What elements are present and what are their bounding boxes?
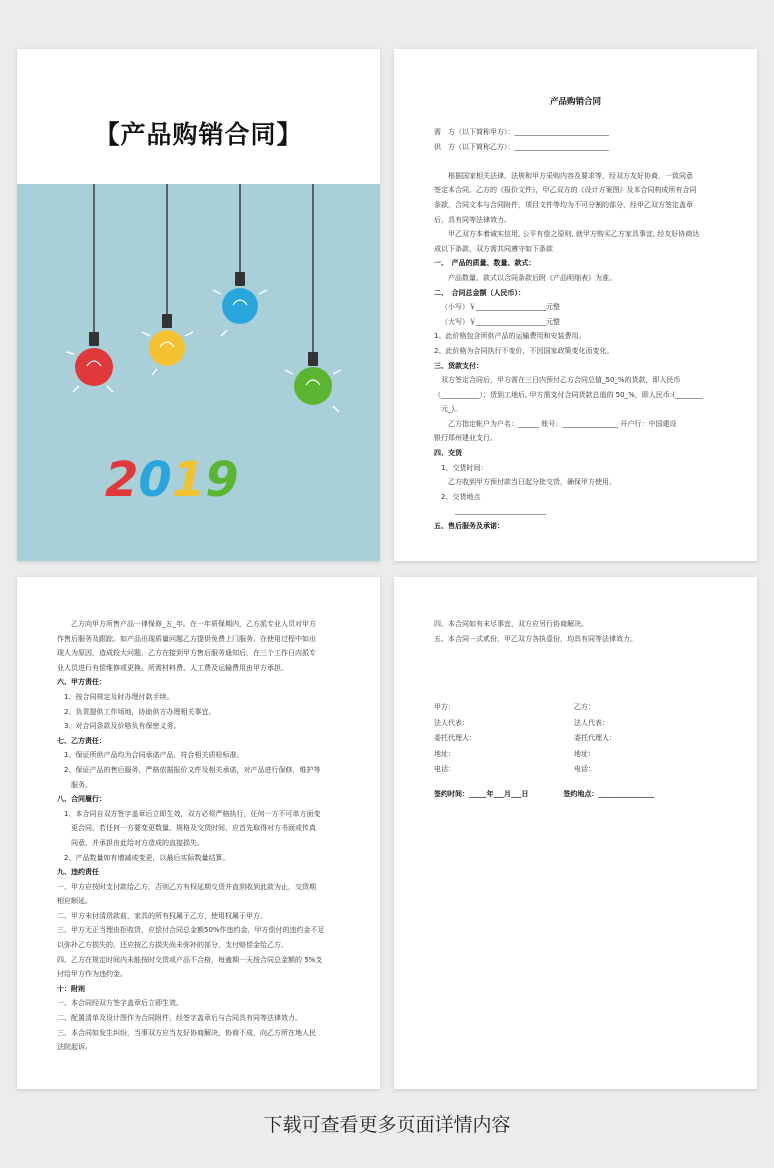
contract-page-3 xyxy=(394,577,757,1089)
party-a-fields xyxy=(434,700,574,778)
contract-line: （小写）￥____________________元整 xyxy=(441,303,560,312)
contract-line: 甲乙双方本着诚实信用, 公平有偿之原则, 就甲方购买乙方家具事宜, 经友好协商达 xyxy=(448,230,700,239)
contract-line: 乙方收到甲方预付款当日起分批交货，确保甲方使用。 xyxy=(448,478,616,487)
cover-title: 【产品购销合同】 xyxy=(94,120,303,149)
contract-line: 条款，合同文本与合同附件，项目文件等均为不可分割的部分，经甲乙双方签定盖章 xyxy=(434,200,693,209)
contract-line: 2、保证产品的售后服务，严格依据报价文件及相关承诺，对产品进行保修，维护等 xyxy=(64,765,321,774)
contract-line: 法院起诉。 xyxy=(57,1043,92,1052)
signature-field-label: 委托代理人： xyxy=(574,734,616,742)
footer-download-hint: 下载可查看更多页面详情内容 xyxy=(263,1114,511,1136)
contract-line: 后，具有同等法律效力。 xyxy=(434,215,511,224)
signature-field-label: 电话： xyxy=(574,765,595,773)
contract-line: 2、负责提供工作场地，协助供方办理相关事宜。 xyxy=(64,707,216,716)
contract-line: 更合同，若任何一方要变更数量、规格及交货时间，应首先取得对方书面或传真 xyxy=(71,824,316,833)
signature-field-label: 甲方： xyxy=(434,703,455,711)
contract-line: 乙方向甲方所售产品一律保修_五_年。在一年质保期内，乙方派专业人员对甲方 xyxy=(71,620,316,628)
contract-line: 二、 合同总金额（人民币）： xyxy=(434,288,525,297)
cover-page xyxy=(17,49,380,561)
contract-line xyxy=(434,154,717,169)
signing-info xyxy=(434,789,654,799)
party-b-fields xyxy=(574,700,714,778)
contract-line: 现人为原因，造成较大问题，乙方在接到甲方售后服务通知后，在三个工作日内派专 xyxy=(57,649,316,658)
contract-line: 同意，并承担由此给对方造成的直接损失。 xyxy=(71,838,204,847)
contract-line: 1、按合同规定及时办理付款手续。 xyxy=(64,692,174,701)
contract-line: 1、交货时间： xyxy=(441,463,488,472)
cover-illustration xyxy=(17,184,380,561)
contract-line: 供 方（以下简称乙方）：___________________________ xyxy=(434,142,609,151)
signature-field-label: 法人代表： xyxy=(574,718,609,727)
contract-line: 产品数量、款式以合同条款后附《产品明细表》为准。 xyxy=(448,273,616,282)
contract-line: 需 方（以下简称甲方）：___________________________ xyxy=(434,128,609,136)
contract-line: 2、此价格为合同执行不变价，不因国家政策变化而变化。 xyxy=(434,346,614,355)
contract-body-2 xyxy=(57,617,340,1055)
contract-line: 四、乙方在规定时间内未能按时交货或产品不合格，每逾期一天按合同总金额的 5%支 xyxy=(57,955,323,964)
contract-line: 以弥补乙方损失的，还应按乙方损失尚未弥补的部分，支付赔偿金给乙方。 xyxy=(57,941,288,950)
year-label xyxy=(105,452,239,508)
signature-field-label: 委托代理人： xyxy=(434,734,476,742)
contract-line: 双方签定合同后，甲方需在三日内预付乙方合同总值_50_%的货款，即人民币 xyxy=(441,376,681,385)
year-digit: 1 xyxy=(171,452,206,508)
contract-line: 七、乙方责任： xyxy=(57,736,106,745)
sign-place: 签约地点：________________ xyxy=(563,790,655,798)
contract-line: 四、交货 xyxy=(434,449,462,458)
contract-page-2 xyxy=(17,577,380,1089)
contract-line: 作售后服务及跟踪。如产品出现质量问题乙方提供免费上门服务。在使用过程中如出 xyxy=(57,634,316,643)
signature-field-label: 地址： xyxy=(434,749,455,758)
contract-page-1 xyxy=(394,49,757,561)
contract-line: 相应顺延。 xyxy=(57,897,92,906)
contract-line: 一、 产品的质量、数量、款式： xyxy=(434,259,536,268)
contract-line: 三、本合同如发生纠纷，当事双方应当友好协商解决，协商不成，向乙方所在地人民 xyxy=(57,1028,316,1037)
contract-body-1 xyxy=(434,125,717,534)
contract-line: 三、甲方无正当理由拒收货，应偿付合同总金额50%作违约金，甲方偿付的违约金不足 xyxy=(57,926,325,935)
sign-time: 签约时间：_____年___月___日 xyxy=(434,790,529,798)
year-digit: 9 xyxy=(205,452,239,508)
contract-line: 根据国家相关法律、法规和甲方采购内容及要求等，经双方友好协商，一致同意 xyxy=(448,171,693,180)
contract-line: 八、合同履行： xyxy=(57,795,106,804)
contract-line: 1、此价格包含所供产品的运输费用和安装费用。 xyxy=(434,332,586,341)
contract-line: 三、货款支付： xyxy=(434,361,483,370)
contract-line: 成以下条款，双方需共同遵守如下条款 xyxy=(434,244,553,253)
contract-line: 十：附则 xyxy=(57,984,85,993)
contract-line: 二、甲方未付清货款前，家具的所有权属于乙方，使用权属于甲方。 xyxy=(57,911,267,920)
contract-body-3 xyxy=(434,617,717,646)
contract-line: 3、对合同条款及价格负有保密义务。 xyxy=(64,722,181,731)
contract-line: 五、售后服务及承诺： xyxy=(434,522,504,531)
contract-line: （___________）；货到工地后, 甲方需支付合同货款总值的 50_%，即人民币:(________ xyxy=(434,390,703,399)
contract-line: 2、产品数量如有增减或变更，以最后实际数量结算。 xyxy=(64,853,230,862)
contract-line: 九、违约责任 xyxy=(57,868,99,877)
signature-field-label: 乙方： xyxy=(574,703,595,711)
contract-line: 二、配置清单及设计图作为合同附件，经签字盖章后与合同具有同等法律效力。 xyxy=(57,1014,302,1023)
contract-title: 产品购销合同 xyxy=(549,97,601,107)
contract-line: 1、本合同自双方签字盖章后立即生效，双方必须严格执行，任何一方不可单方面变 xyxy=(64,809,321,818)
year-digit: 0 xyxy=(138,452,172,508)
signature-field-label: 地址： xyxy=(574,749,595,758)
contract-line: 乙方指定帐户为户名：______ 账号：________________ 开户行：中国建设 xyxy=(448,419,677,428)
signature-field-label: 电话： xyxy=(434,765,455,773)
year-digit: 2 xyxy=(105,452,139,508)
light-bulbs-illustration xyxy=(17,184,380,561)
contract-line: __________________________ xyxy=(434,507,546,516)
contract-line: 付给甲方作为违约金。 xyxy=(57,970,127,979)
signature-field-label: 法人代表： xyxy=(434,718,469,727)
contract-line: 元_)。 xyxy=(441,405,462,414)
contract-line: 业人员进行有偿维修或更换。所需材料费、人工费及运输费用由甲方承担。 xyxy=(57,663,288,672)
contract-line: 一、甲方应按时支付款给乙方，否则乙方有权延期交货并直到收到此款为止，交货期 xyxy=(57,882,316,891)
contract-line: 服务。 xyxy=(71,780,92,789)
contract-line: 银行郑州建业支行。 xyxy=(434,434,497,443)
contract-line: 五、本合同一式贰份，甲乙双方各执壹份，均具有同等法律效力。 xyxy=(434,634,637,643)
contract-line: 一、本合同经双方签字盖章后立即生效。 xyxy=(57,999,183,1008)
contract-line: 1、保证所供产品均为合同承诺产品，符合相关质检标准。 xyxy=(64,751,244,760)
contract-line: （大写）￥____________________元整 xyxy=(441,317,560,326)
contract-line: 四、本合同如有未尽事宜，双方应另行协商解决。 xyxy=(434,620,588,628)
contract-line: 六、甲方责任： xyxy=(57,678,106,687)
contract-line: 签定本合同。乙方的《报价文件》，甲乙双方的《设计方案图》及本合同构成所有合同 xyxy=(434,186,697,195)
contract-line: 2、交货地点 xyxy=(441,492,481,501)
